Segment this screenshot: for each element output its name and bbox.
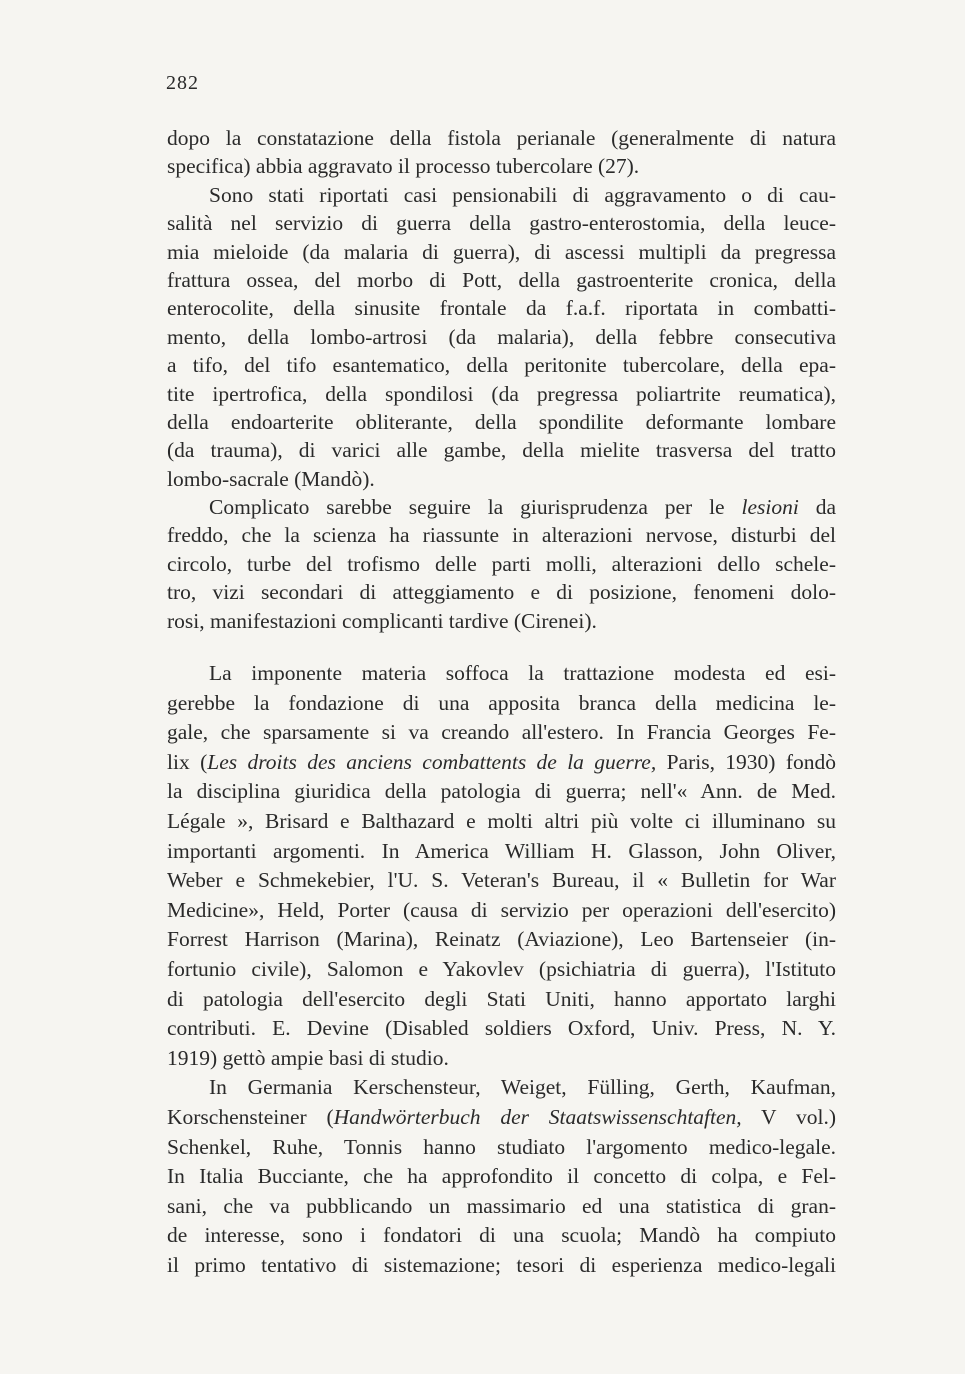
- text-run: da: [798, 495, 837, 520]
- text-line: importanti argomenti. In America William H. Glasson, John Oliver,: [167, 838, 836, 863]
- text-line: fortunio civile), Salomon e Yakovlev (psichiatria di guerra), l'Istituto: [167, 956, 836, 981]
- text-line: specifica) abbia aggravato il processo tubercolare (27).: [167, 154, 640, 179]
- text-line: La imponente materia soffoca la trattazione modesta ed esi-: [209, 661, 836, 685]
- section-one: [167, 124, 836, 635]
- text-run: lix (: [167, 749, 208, 774]
- text-line: de interesse, sono i fondatori di una scuola; Mandò ha compiuto: [167, 1223, 836, 1248]
- page-number: 282: [166, 72, 199, 94]
- text-line: Medicine», Held, Porter (causa di servizio per operazioni dell'esercito): [167, 897, 836, 922]
- text-line: rosi, manifestazioni complicanti tardive (Cirenei).: [167, 608, 597, 633]
- italic-term: lesioni: [741, 495, 799, 520]
- text-line: la disciplina giuridica della patologia di guerra; nell'« Ann. de Med.: [167, 779, 836, 804]
- text-line: Sono stati riportati casi pensionabili di aggravamento o di cau-: [209, 182, 836, 207]
- section-two: [167, 659, 836, 1280]
- text-line: di patologia dell'esercito degli Stati Uniti, hanno apportato larghi: [167, 986, 836, 1011]
- text-line: a tifo, del tifo esantematico, della peritonite tubercolare, della epa-: [167, 353, 836, 378]
- text-line: (da trauma), di varici alle gambe, della mielite trasversa del tratto: [167, 438, 836, 463]
- text-line: frattura ossea, del morbo di Pott, della gastroenterite cronica, della: [167, 267, 836, 292]
- text-line: [167, 1103, 836, 1133]
- text-line: In Italia Bucciante, che ha approfondito il concetto di colpa, e Fel-: [167, 1164, 836, 1189]
- text-line: della endoarterite obliterante, della spondilite deformante lombare: [167, 409, 836, 434]
- text-line: Weber e Schmekebier, l'U. S. Veteran's Bureau, il « Bulletin for War: [167, 868, 836, 893]
- text-line: [167, 748, 836, 778]
- text-line: In Germania Kerschensteur, Weiget, Fülling, Gerth, Kaufman,: [209, 1075, 836, 1100]
- text-run: Complicato sarebbe seguire la giurisprudenza per le: [209, 495, 742, 520]
- text-line: dopo la constatazione della fistola perianale (generalmente di natura: [167, 126, 836, 150]
- text-line: il primo tentativo di sistemazione; tesori di esperienza medico-legali: [167, 1252, 836, 1277]
- text-line: Légale », Brisard e Balthazard e molti altri più volte ci illuminano su: [167, 808, 836, 833]
- book-title: Handwörterbuch der Staatswissenschtaften,: [333, 1104, 742, 1129]
- text-line: circolo, turbe del trofismo delle parti molli, alterazioni dello schele-: [167, 551, 836, 576]
- text-run: Paris, 1930) fondò: [656, 749, 836, 774]
- text-line: gerebbe la fondazione di una apposita branca della medicina le-: [167, 690, 836, 715]
- text-line: salità nel servizio di guerra della gastro-enterostomia, della leuce-: [167, 211, 836, 236]
- text-line: enterocolite, della sinusite frontale da f.a.f. riportata in combatti-: [167, 296, 836, 321]
- text-line: contributi. E. Devine (Disabled soldiers Oxford, Univ. Press, N. Y.: [167, 1016, 836, 1041]
- text-run: V vol.): [741, 1104, 836, 1129]
- text-line: [167, 493, 836, 521]
- text-line: sani, che va pubblicando un massimario ed una statistica di gran-: [167, 1193, 836, 1218]
- text-line: 1919) gettò ampie basi di studio.: [167, 1045, 449, 1070]
- text-line: mento, della lombo-artrosi (da malaria), della febbre consecutiva: [167, 324, 836, 349]
- text-line: mia mieloide (da malaria di guerra), di ascessi multipli da pregressa: [167, 239, 836, 264]
- text-line: freddo, che la scienza ha riassunte in alterazioni nervose, disturbi del: [167, 523, 836, 548]
- text-run: Korschensteiner (: [167, 1104, 334, 1129]
- text-line: gale, che sparsamente si va creando all'estero. In Francia Georges Fe-: [167, 720, 836, 745]
- book-title: Les droits des anciens combattents de la guerre,: [207, 749, 657, 774]
- text-line: Schenkel, Ruhe, Tonnis hanno studiato l'argomento medico-legale.: [167, 1134, 836, 1159]
- text-line: tite ipertrofica, della spondilosi (da pregressa poliartrite reumatica),: [167, 381, 836, 406]
- text-line: Forrest Harrison (Marina), Reinatz (Aviazione), Leo Bartenseier (in-: [167, 927, 836, 952]
- text-line: lombo-sacrale (Mandò).: [167, 466, 375, 491]
- text-line: tro, vizi secondari di atteggiamento e di posizione, fenomeni dolo-: [167, 580, 836, 605]
